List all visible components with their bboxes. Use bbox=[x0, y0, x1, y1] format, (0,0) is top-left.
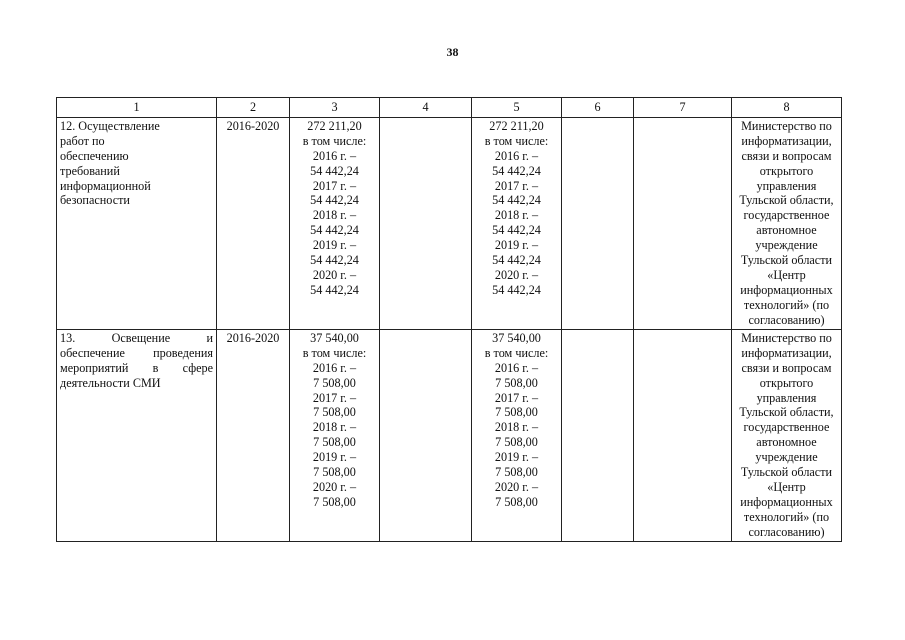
column-7-cell bbox=[634, 329, 732, 541]
cell-line: 37 540,00 bbox=[310, 330, 359, 345]
cell-line: открытого bbox=[759, 163, 814, 178]
cell-line: 2016 г. – bbox=[494, 148, 539, 163]
cell-line: 7 508,00 bbox=[313, 465, 356, 480]
column-header: 8 bbox=[732, 98, 842, 118]
cell-line: Тульской области, bbox=[739, 405, 834, 420]
cell-line: управления bbox=[756, 390, 817, 405]
column-header: 2 bbox=[217, 98, 290, 118]
cell-line: в том числе: bbox=[484, 133, 549, 148]
cell-line: 37 540,00 bbox=[492, 330, 541, 345]
cell-line: 2019 г. – bbox=[494, 238, 539, 253]
cell-line: 2019 г. – bbox=[312, 238, 357, 253]
cell-line: 7 508,00 bbox=[313, 435, 356, 450]
funding-lines bbox=[475, 331, 558, 510]
cell-line: 2018 г. – bbox=[312, 420, 357, 435]
cell-line: 2019 г. – bbox=[312, 450, 357, 465]
cell-line: 7 508,00 bbox=[495, 465, 538, 480]
funding-lines bbox=[475, 119, 558, 298]
cell-line: 2017 г. – bbox=[312, 390, 357, 405]
cell-line: 7 508,00 bbox=[495, 435, 538, 450]
column-7-cell bbox=[634, 117, 732, 329]
cell-line: 2017 г. – bbox=[494, 390, 539, 405]
cell-line: учреждение bbox=[755, 238, 818, 253]
cell-line: «Центр bbox=[767, 267, 806, 282]
measure-cell: 13. Освещение и обеспечение проведения мероприятий в сфере деятельности СМИ bbox=[57, 329, 217, 541]
cell-line: 2016 г. – bbox=[312, 360, 357, 375]
cell-line: технологий» (по bbox=[743, 297, 830, 312]
funding-total-cell bbox=[290, 117, 380, 329]
table-header-row bbox=[57, 98, 842, 118]
cell-line: согласованию) bbox=[748, 524, 825, 539]
executor-cell bbox=[732, 117, 842, 329]
cell-line: 7 508,00 bbox=[495, 494, 538, 509]
cell-line: 54 442,24 bbox=[492, 282, 541, 297]
funding-source-cell bbox=[472, 329, 562, 541]
funding-source-cell bbox=[472, 117, 562, 329]
column-6-cell bbox=[562, 117, 634, 329]
cell-line: 272 211,20 bbox=[307, 118, 362, 133]
cell-line: 2020 г. – bbox=[494, 267, 539, 282]
column-header: 5 bbox=[472, 98, 562, 118]
funding-lines bbox=[293, 119, 376, 298]
column-header: 1 bbox=[57, 98, 217, 118]
cell-line: 7 508,00 bbox=[313, 375, 356, 390]
funding-total-cell bbox=[290, 329, 380, 541]
cell-line: автономное bbox=[756, 435, 817, 450]
period-cell: 2016-2020 bbox=[217, 329, 290, 541]
cell-line: 54 442,24 bbox=[492, 163, 541, 178]
cell-line: согласованию) bbox=[748, 312, 825, 327]
cell-line: 2019 г. – bbox=[494, 450, 539, 465]
cell-line: в том числе: bbox=[484, 345, 549, 360]
table-row bbox=[57, 329, 842, 541]
cell-line: 54 442,24 bbox=[492, 193, 541, 208]
cell-line: связи и вопросам bbox=[741, 360, 832, 375]
cell-line: 54 442,24 bbox=[310, 223, 359, 238]
cell-line: 2018 г. – bbox=[494, 420, 539, 435]
cell-line: Тульской области bbox=[740, 253, 833, 268]
table-row bbox=[57, 117, 842, 329]
cell-line: 2016 г. – bbox=[494, 360, 539, 375]
cell-line: открытого bbox=[759, 375, 814, 390]
cell-line: 54 442,24 bbox=[310, 163, 359, 178]
column-header: 7 bbox=[634, 98, 732, 118]
cell-line: 2018 г. – bbox=[312, 208, 357, 223]
column-header: 3 bbox=[290, 98, 380, 118]
column-header: 4 bbox=[380, 98, 472, 118]
cell-line: 2016 г. – bbox=[312, 148, 357, 163]
cell-line: Министерство по bbox=[741, 118, 832, 133]
cell-line: 7 508,00 bbox=[313, 405, 356, 420]
cell-line: 2020 г. – bbox=[312, 479, 357, 494]
cell-line: информационных bbox=[740, 494, 833, 509]
cell-line: «Центр bbox=[767, 479, 806, 494]
cell-line: управления bbox=[756, 178, 817, 193]
cell-line: 2020 г. – bbox=[494, 479, 539, 494]
cell-line: 2018 г. – bbox=[494, 208, 539, 223]
cell-line: Тульской области, bbox=[739, 193, 834, 208]
cell-line: 54 442,24 bbox=[310, 282, 359, 297]
cell-line: государственное bbox=[743, 208, 830, 223]
cell-line: информатизации, bbox=[741, 133, 832, 148]
cell-line: в том числе: bbox=[302, 345, 367, 360]
measure-cell: 12. Осуществление работ по обеспечению требований информационной безопасности bbox=[57, 117, 217, 329]
cell-line: государственное bbox=[743, 420, 830, 435]
page-number: 38 bbox=[446, 45, 459, 59]
cell-line: 54 442,24 bbox=[492, 223, 541, 238]
cell-line: 2017 г. – bbox=[494, 178, 539, 193]
cell-line: 2020 г. – bbox=[312, 267, 357, 282]
cell-line: 272 211,20 bbox=[489, 118, 544, 133]
cell-line: Министерство по bbox=[741, 330, 832, 345]
cell-line: учреждение bbox=[755, 450, 818, 465]
cell-line: 54 442,24 bbox=[492, 253, 541, 268]
program-table bbox=[56, 97, 842, 542]
column-4-cell bbox=[380, 329, 472, 541]
column-4-cell bbox=[380, 117, 472, 329]
cell-line: 2017 г. – bbox=[312, 178, 357, 193]
cell-line: 7 508,00 bbox=[495, 375, 538, 390]
cell-line: технологий» (по bbox=[743, 509, 830, 524]
funding-lines bbox=[293, 331, 376, 510]
column-6-cell bbox=[562, 329, 634, 541]
cell-line: автономное bbox=[756, 223, 817, 238]
executor-lines bbox=[735, 331, 838, 540]
cell-line: информационных bbox=[740, 282, 833, 297]
cell-line: связи и вопросам bbox=[741, 148, 832, 163]
cell-line: в том числе: bbox=[302, 133, 367, 148]
cell-line: информатизации, bbox=[741, 345, 832, 360]
executor-cell bbox=[732, 329, 842, 541]
period-cell: 2016-2020 bbox=[217, 117, 290, 329]
cell-line: 7 508,00 bbox=[313, 494, 356, 509]
cell-line: 54 442,24 bbox=[310, 253, 359, 268]
column-header: 6 bbox=[562, 98, 634, 118]
executor-lines bbox=[735, 119, 838, 328]
cell-line: Тульской области bbox=[740, 465, 833, 480]
cell-line: 7 508,00 bbox=[495, 405, 538, 420]
cell-line: 54 442,24 bbox=[310, 193, 359, 208]
